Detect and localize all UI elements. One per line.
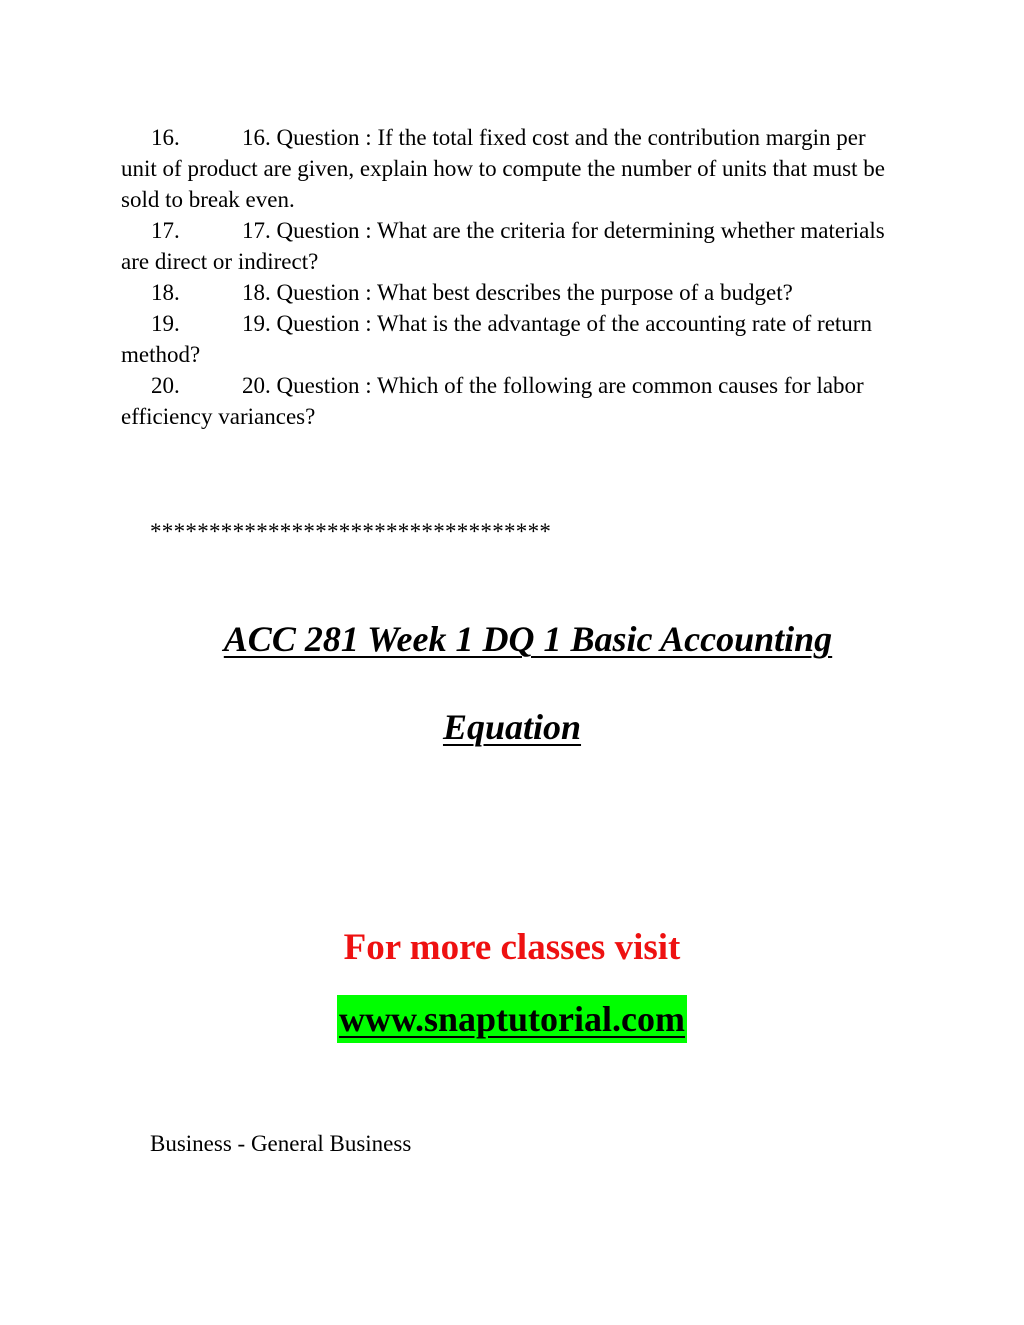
promo-visit-text: For more classes visit <box>343 927 681 968</box>
question-text: 19. Question : What is the advantage of the accounting rate of return method? <box>121 311 872 367</box>
separator-stars: ********************************** <box>150 519 552 544</box>
question-item-17 <box>121 215 901 277</box>
question-number: 17. <box>151 218 180 243</box>
question-number: 16. <box>151 125 180 150</box>
question-text: 16. Question : If the total fixed cost and the contribution margin per unit of product are given, explain how to compute the number of units that must be sold to break even. <box>121 125 885 212</box>
question-item-19 <box>121 308 901 370</box>
snaptutorial-link[interactable]: www.snaptutorial.com <box>337 995 687 1043</box>
question-text: 17. Question : What are the criteria for determining whether materials are direct or indirect? <box>121 218 885 274</box>
question-list <box>121 122 901 432</box>
question-item-18 <box>121 277 901 308</box>
question-text: 18. Question : What best describes the purpose of a budget? <box>242 280 793 305</box>
page-title-line-1: ACC 281 Week 1 DQ 1 Basic Accounting <box>223 619 833 659</box>
question-text: 20. Question : Which of the following are common causes for labor efficiency variances? <box>121 373 864 429</box>
page-title-line-2: Equation <box>442 707 582 747</box>
question-item-16 <box>121 122 901 215</box>
category-label: Business - General Business <box>150 1131 412 1156</box>
question-number: 20. <box>151 373 180 398</box>
question-item-20 <box>121 370 901 432</box>
question-number: 18. <box>151 280 180 305</box>
question-number: 19. <box>151 311 180 336</box>
promo-link-container <box>0 995 1024 1043</box>
